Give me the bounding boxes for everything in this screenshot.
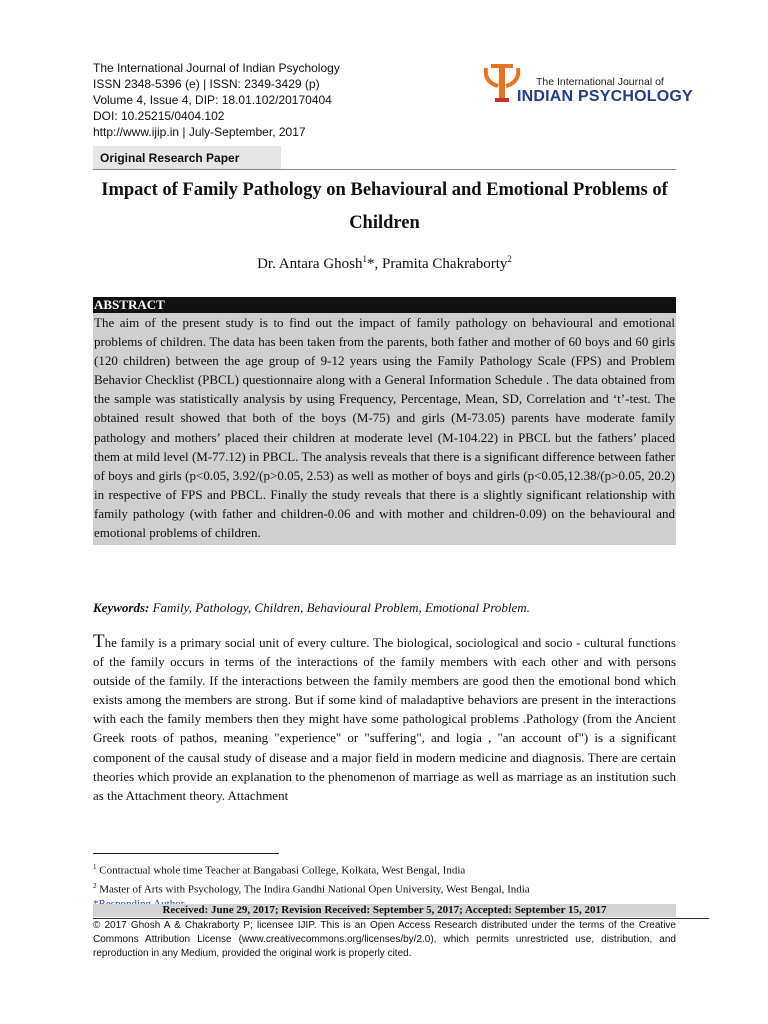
paper-type-label: Original Research Paper <box>93 146 281 170</box>
author-2-affiliation-mark: 2 <box>507 254 512 264</box>
journal-name: The International Journal of Indian Psychology <box>93 61 340 75</box>
footnote-1-text: Contractual whole time Teacher at Bangabasi College, Kolkata, West Bengal, India <box>96 864 466 877</box>
journal-info-block <box>93 60 340 140</box>
footnote-divider <box>93 853 279 854</box>
journal-logo <box>480 62 693 112</box>
footnote-1-number: 1 <box>93 863 97 871</box>
journal-volume: Volume 4, Issue 4, DIP: 18.01.102/20170404 <box>93 93 332 107</box>
abstract-text: The aim of the present study is to find out the impact of family pathology on behavioural and emotional problems of children. The data has been taken from the parents, both father and mother of 60 boys and 60 girls (120 children) between the age group of 9-12 years using the Family Pathology Scale (FPS) and Problem Behavior Checklist (PBCL) questionnaire along with a General Information Schedule . The data obtained from the sample was statistically analysis by using Frequency, Percentage, Mean, SD, Correlation and ‘t’-test. The obtained result showed that both of the boys (M-75) and girls (M-73.05) parents have moderate family pathology and mothers’ placed their children at moderate level (M-104.22) in PBCL but the fathers’ placed them at mild level (M-77.12) in PBCL. The analysis reveals that there is a significant difference between father of boys and girls (p<0.05, 3.92/(p>0.05, 2.53) as well as mother of boys and girls (p<0.05,12.38/(p>0.05, 20.2) in respective of FPS and PBCL. Finally the study reveals that there is a slightly significant relationship with family pathology (with father and children-0.06 and with mother and children-0.09) on the behavioural and emotional problems of children. <box>94 315 675 541</box>
author-2: Pramita Chakraborty <box>382 256 508 272</box>
journal-issn: ISSN 2348-5396 (e) | ISSN: 2349-3429 (p) <box>93 77 320 91</box>
dropcap-letter: T <box>93 631 105 652</box>
footnote-1 <box>93 860 683 879</box>
body-paragraph-text: he family is a primary social unit of every culture. The biological, sociological and socio - cultural functions of the family occurs in terms of the interactions of the family members with each other and with persons outside of the family. If the interactions between the family members are good then the emotional bond which exists among the members are strong. But if some kind of maladaptive behaviors are present in the interactions with each the family members then they might have some pathological problems .Pathology (from the Ancient Greek roots of pathos, meaning "experience" or "suffering", and logia , "an account of") is a significant component of the causal study of disease and a major field in modern medicine and diagnosis. There are certain theories which provide an explanation to the phenomenon of marriage as well as marriage as an institution such as the Attachment theory. Attachment <box>93 635 676 803</box>
footnote-2 <box>93 879 683 898</box>
body-paragraph <box>93 632 676 805</box>
keywords-label: Keywords: <box>93 600 150 615</box>
footnote-2-text: Master of Arts with Psychology, The Indira Gandhi National Open University, West Bengal, India <box>96 883 530 896</box>
author-1-affiliation-mark: 1 <box>362 254 367 264</box>
keywords-text: Family, Pathology, Children, Behavioural Problem, Emotional Problem. <box>149 600 530 615</box>
abstract-box <box>93 297 676 545</box>
submission-dates: Received: June 29, 2017; Revision Received: September 5, 2017; Accepted: September 15, 2017 <box>93 904 676 917</box>
license-text: © 2017 Ghosh A & Chakraborty P; licensee IJIP. This is an Open Access Research distributed under the terms of the Creative Commons Attribution License (www.creativecommons.org/licenses/by/2.0), which permits unrestricted use, distribution, and reproduction in any Medium, provided the original work is properly cited. <box>93 920 676 959</box>
abstract-heading: ABSTRACT <box>93 297 676 313</box>
logo-text-line1: The International Journal of <box>536 76 664 88</box>
logo-text-line2: INDIAN PSYCHOLOGY <box>517 88 693 105</box>
journal-url-date: http://www.ijip.in | July-September, 2017 <box>93 125 306 139</box>
author-line <box>93 254 676 273</box>
keywords-line <box>93 600 676 616</box>
footnote-2-number: 2 <box>93 881 97 890</box>
corresponding-mark: *, <box>367 256 382 272</box>
header-divider <box>93 169 676 170</box>
journal-doi: DOI: 10.25215/0404.102 <box>93 109 225 123</box>
paper-title: Impact of Family Pathology on Behavioural and Emotional Problems of Children <box>101 180 668 233</box>
author-1: Dr. Antara Ghosh <box>257 256 363 272</box>
